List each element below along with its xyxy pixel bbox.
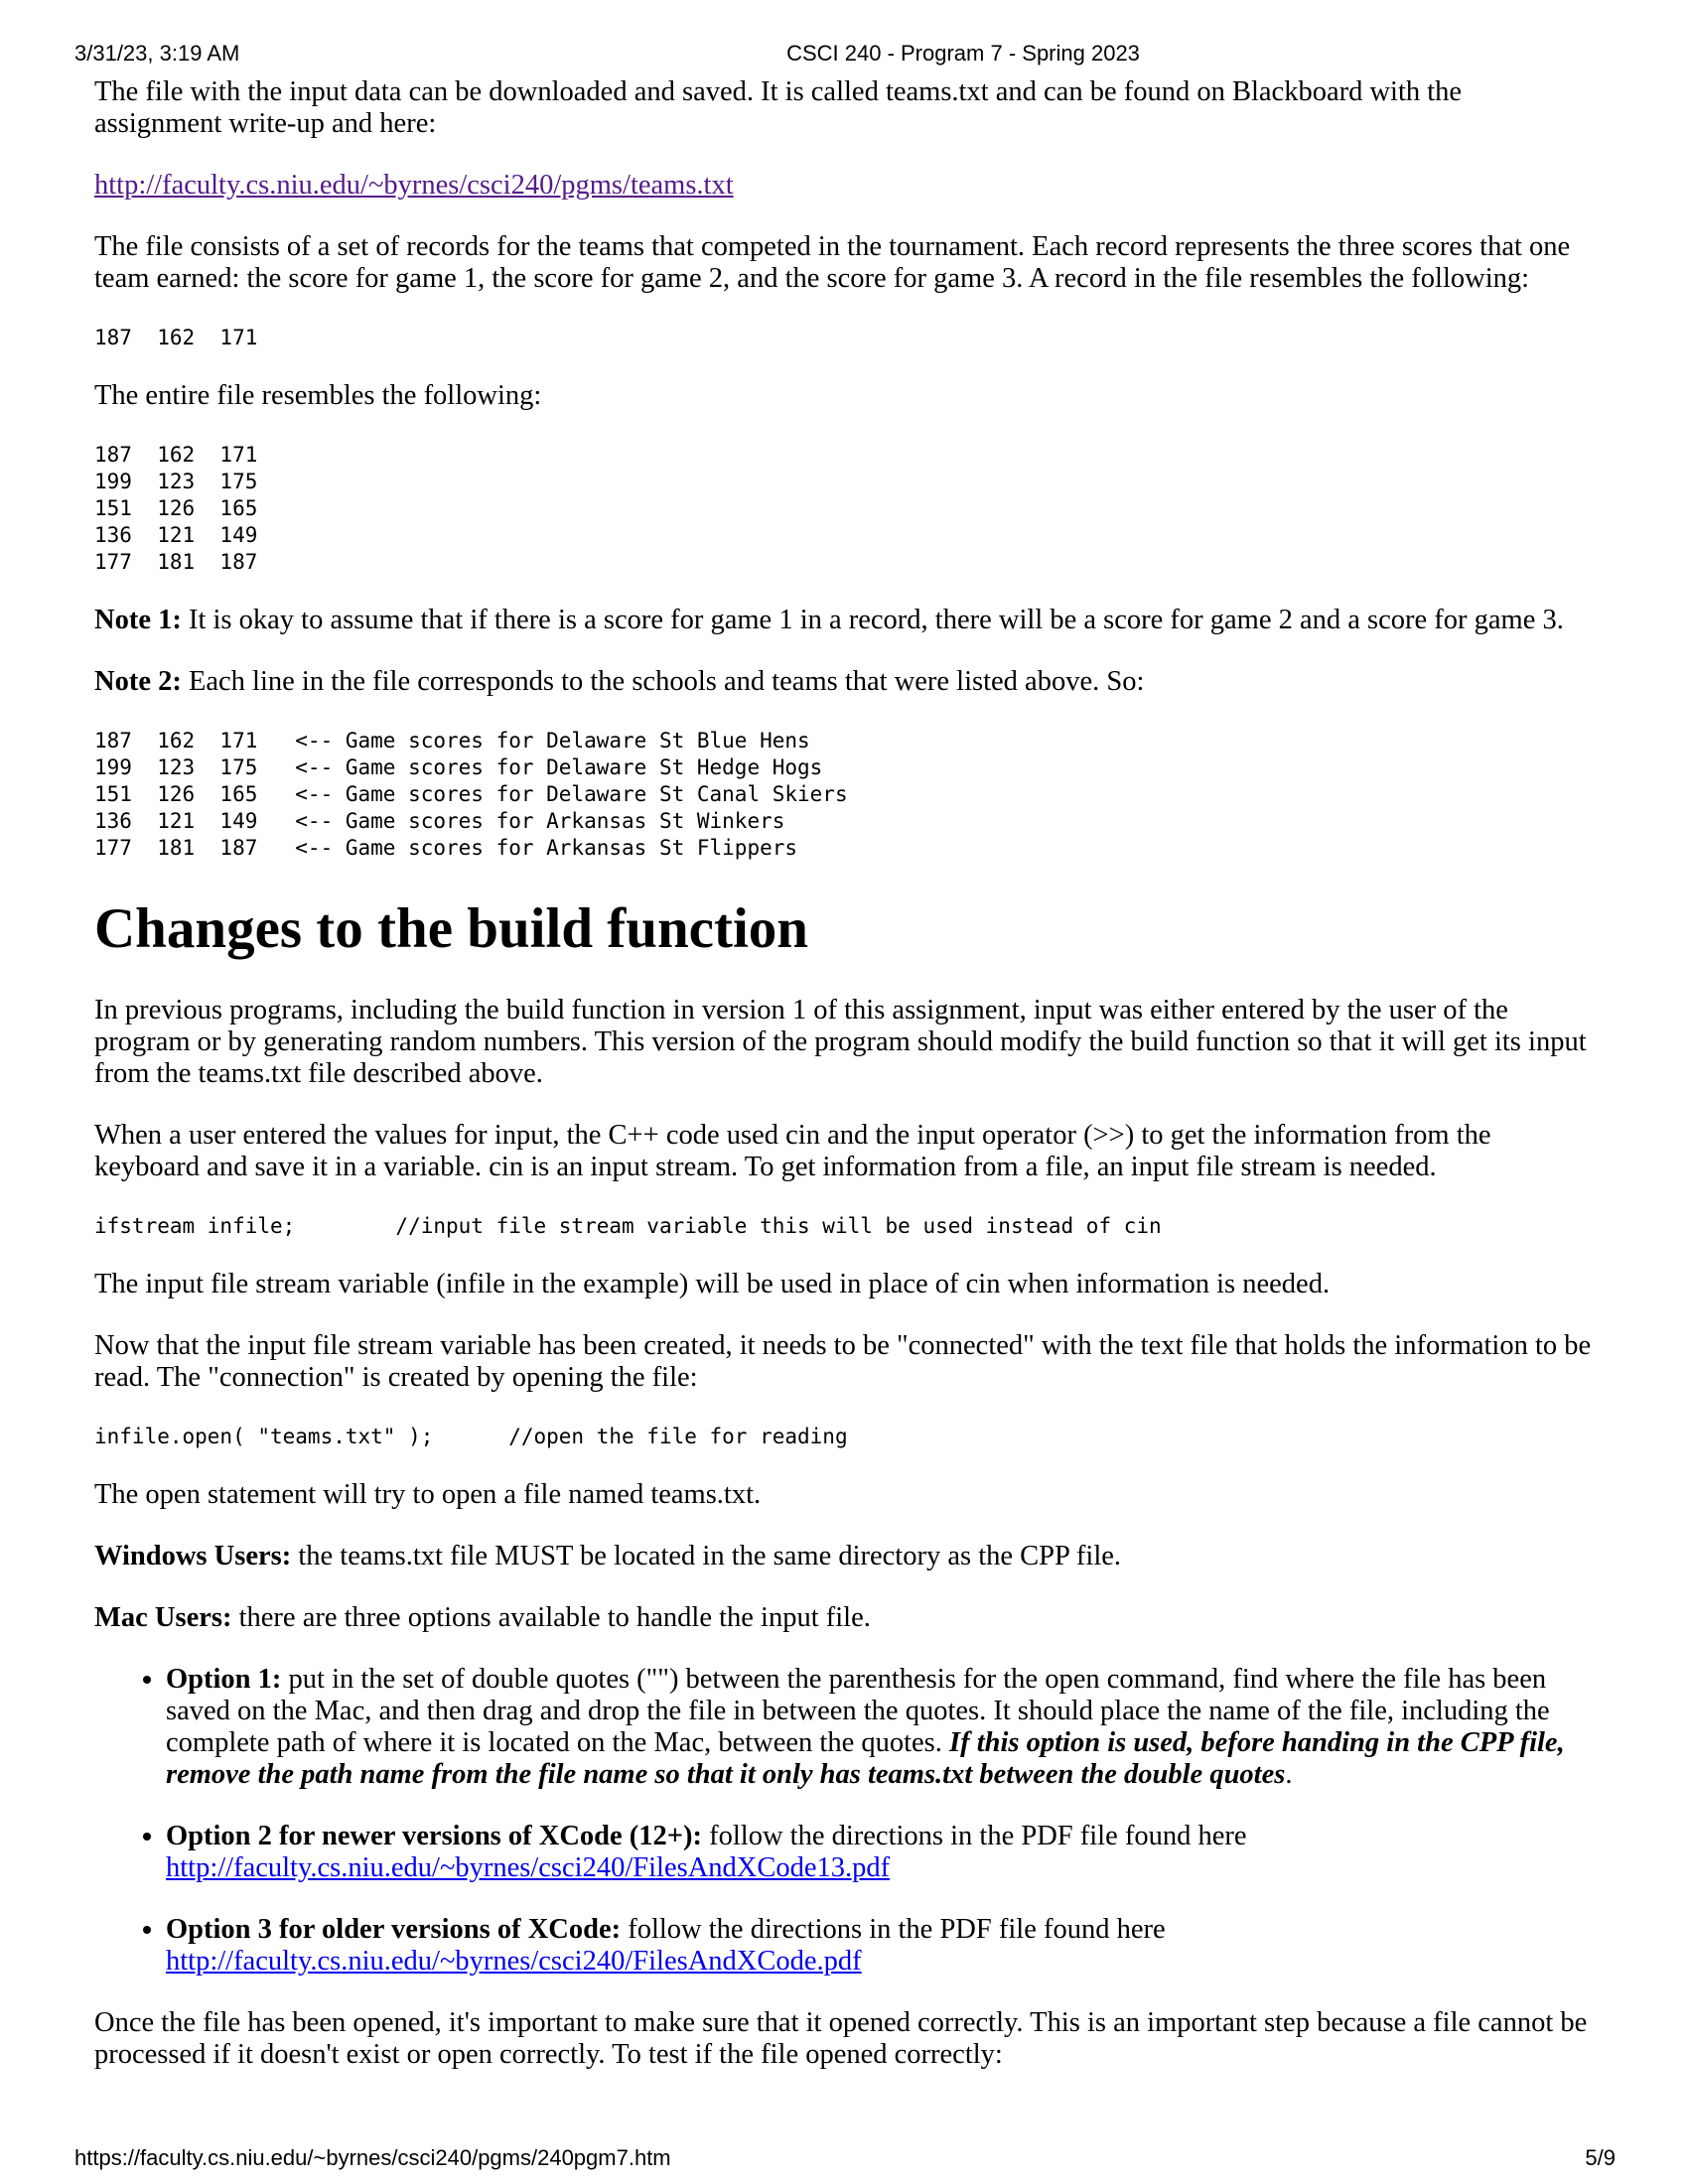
open-code-block: infile.open( "teams.txt" ); //open the file for reading [94,1425,848,1448]
option1-text: put in the set of double quotes ("") between the parenthesis for the open command, find where the file has been saved on the Mac, and then drag and drop the file in between the quotes. It should place the name of the file, including the complete path of where it is located on the Mac, between the quotes. [166,1664,1550,1758]
option1-emphasis: If this option is used, before handing in the CPP file, remove the path name from the file name so that it only has teams.txt between the double quotes [166,1727,1565,1790]
list-item-option-2 [166,1821,1594,1884]
teams-file-link[interactable]: http://faculty.cs.niu.edu/~byrnes/csci240/pgms/teams.txt [94,170,734,201]
option1-end: . [1285,1759,1293,1790]
section-heading: Changes to the build function [94,897,808,960]
note2-paragraph [94,666,1594,698]
option2-text: follow the directions in the PDF file found here [702,1821,1247,1851]
teams-code-block: 187 162 171 <-- Game scores for Delaware St Blue Hens 199 123 175 <-- Game scores for Delaware St Hedge Hogs 151 126 165 <-- Game scores for Delaware St Canal Skiers 136 121 149 <-- Game scores for Arkansas St Winkers 177 181 187 <-- Game scores for Arkansas St Flippers [94,729,848,860]
mac-options-list [94,1664,1594,1978]
option3-text: follow the directions in the PDF file found here [621,1914,1166,1945]
mac-users-text: there are three options available to handle the input file. [231,1602,871,1633]
cin-paragraph: When a user entered the values for input, the C++ code used cin and the input operator (>>) to get the information from the keyboard and save it in a variable. cin is an input stream. To get information from a file, an input file stream is needed. [94,1120,1491,1182]
once-opened-paragraph: Once the file has been opened, it's important to make sure that it opened correctly. This is an important step because a file cannot be processed if it doesn't exist or open correctly. To test if the file opened correctly: [94,2007,1588,2070]
records-paragraph: The file consists of a set of records for the teams that competed in the tournament. Each record represents the three scores that one team earned: the score for game 1, the score for game 2, and the score for game 3. A record in the file resembles the following: [94,231,1571,294]
entire-file-paragraph: The entire file resembles the following: [94,380,542,411]
previous-programs-paragraph: In previous programs, including the build function in version 1 of this assignment, input was either entered by the user of the program or by generating random numbers. This version of the program should modify the build function so that it will get its input from the teams.txt file described above. [94,995,1587,1089]
mac-users-paragraph [94,1602,1594,1634]
list-item-option-3 [166,1914,1594,1978]
print-footer-url: https://faculty.cs.niu.edu/~byrnes/csci240/pgms/240pgm7.htm [74,2145,671,2170]
print-header-title: CSCI 240 - Program 7 - Spring 2023 [786,41,1140,66]
note2-text: Each line in the file corresponds to the schools and teams that were listed above. So: [181,666,1145,697]
xcode13-pdf-link[interactable]: http://faculty.cs.niu.edu/~byrnes/csci240/FilesAndXCode13.pdf [166,1852,891,1883]
windows-users-text: the teams.txt file MUST be located in the same directory as the CPP file. [291,1541,1122,1571]
note1-text: It is okay to assume that if there is a score for game 1 in a record, there will be a score for game 2 and a score for game 3. [181,605,1564,635]
option3-label: Option 3 for older versions of XCode: [166,1914,622,1945]
list-item-option-1 [166,1664,1594,1791]
note2-label: Note 2: [94,666,182,697]
option1-label: Option 1: [166,1664,282,1695]
connect-paragraph: Now that the input file stream variable has been created, it needs to be "connected" with the text file that holds the information to be read. The "connection" is created by opening the file: [94,1330,1592,1393]
note1-label: Note 1: [94,605,182,635]
windows-users-label: Windows Users: [94,1541,292,1571]
record-code-block: 187 162 171 [94,326,258,349]
xcode-pdf-link[interactable]: http://faculty.cs.niu.edu/~byrnes/csci240/FilesAndXCode.pdf [166,1946,862,1977]
download-paragraph: The file with the input data can be downloaded and saved. It is called teams.txt and can be found on Blackboard with the assignment write-up and here: [94,76,1463,139]
open-statement-paragraph: The open statement will try to open a file named teams.txt. [94,1479,762,1510]
teams-link-paragraph [94,170,1594,202]
option2-label: Option 2 for newer versions of XCode (12+): [166,1821,703,1851]
print-footer-page-number: 5/9 [1585,2145,1616,2170]
infile-paragraph: The input file stream variable (infile in the example) will be used in place of cin when information is needed. [94,1269,1331,1299]
print-header-date: 3/31/23, 3:19 AM [74,41,240,66]
ifstream-code-block: ifstream infile; //input file stream variable this will be used instead of cin [94,1214,1162,1238]
document-body [94,76,1594,2101]
windows-users-paragraph [94,1541,1594,1572]
mac-users-label: Mac Users: [94,1602,232,1633]
file-code-block: 187 162 171 199 123 175 151 126 165 136 121 149 177 181 187 [94,443,258,574]
note1-paragraph [94,605,1594,636]
